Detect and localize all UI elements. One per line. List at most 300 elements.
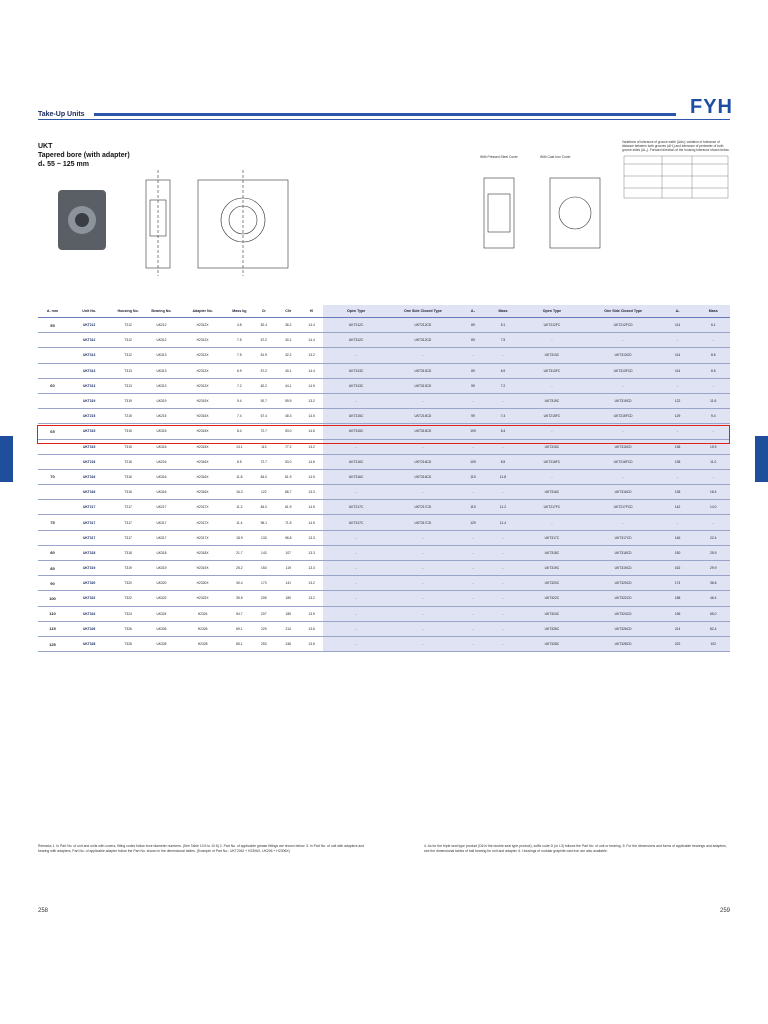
table-cell-ci-closed: - bbox=[588, 469, 659, 484]
table-cell-ci-open: - bbox=[516, 378, 587, 393]
table-row bbox=[38, 515, 730, 530]
table-cell-ci-open: UKT313C bbox=[516, 348, 587, 363]
table-cell-unit: UKT326 bbox=[67, 621, 112, 636]
table-cell-ps-mass: 6.9 bbox=[490, 363, 517, 378]
table-cell-bearing: UK313 bbox=[145, 378, 178, 393]
table-cell-ps-a: - bbox=[456, 439, 489, 454]
table-cell-f0: 13.2 bbox=[301, 348, 323, 363]
table-cell-housing: T312 bbox=[111, 333, 144, 348]
table-cell-housing: T326 bbox=[111, 621, 144, 636]
table-row bbox=[38, 393, 730, 408]
table-cell-bearing: UK319 bbox=[145, 393, 178, 408]
table-cell-c0r: 96.8 bbox=[276, 530, 300, 545]
col-adapter: Adapter No. bbox=[178, 305, 227, 318]
table-cell-cr: 173 bbox=[252, 576, 276, 591]
table-cell-ci-a: 129 bbox=[659, 409, 697, 424]
table-cell-ci-mass: 29.9 bbox=[697, 561, 730, 576]
table-cell-shaft bbox=[38, 485, 67, 500]
table-cell-ci-a: 162 bbox=[659, 561, 697, 576]
table-cell-mass: 8.5 bbox=[227, 454, 251, 469]
table-cell-ci-a: 150 bbox=[659, 545, 697, 560]
table-cell-mass: 7.2 bbox=[227, 378, 251, 393]
table-cell-ci-closed: UKT212FCD bbox=[588, 318, 659, 333]
table-cell-ci-closed: UKT217FCD bbox=[588, 500, 659, 515]
table-cell-housing: T328 bbox=[111, 636, 144, 651]
col-mass: Mass kg bbox=[227, 305, 251, 318]
table-cell-housing: T316 bbox=[111, 485, 144, 500]
col-shaft: d₁ mm bbox=[38, 305, 67, 318]
table-cell-ci-a: - bbox=[659, 378, 697, 393]
table-cell-bearing: UK317 bbox=[145, 515, 178, 530]
table-cell-ci-a: 142 bbox=[659, 500, 697, 515]
table-cell-mass: 30.4 bbox=[227, 576, 251, 591]
table-cell-shaft bbox=[38, 500, 67, 515]
table-cell-unit: UKT316 bbox=[67, 469, 112, 484]
table-cell-f0: 14.5 bbox=[301, 515, 323, 530]
table-cell-ci-mass: 6.1 bbox=[697, 318, 730, 333]
table-cell-cr: 62.2 bbox=[252, 378, 276, 393]
left-index-tab bbox=[0, 436, 13, 482]
table-cell-adapter: H2328 bbox=[178, 636, 227, 651]
table-cell-shaft: 125 bbox=[38, 636, 67, 651]
table-cell-ps-open: UKT313C bbox=[323, 378, 390, 393]
table-cell-ci-a: 114 bbox=[659, 363, 697, 378]
table-cell-adapter: H2316X bbox=[178, 454, 227, 469]
table-cell-housing: T315 bbox=[111, 424, 144, 439]
table-cell-c0r: 48.3 bbox=[276, 409, 300, 424]
table-cell-bearing: UK316 bbox=[145, 485, 178, 500]
table-cell-adapter: H2322X bbox=[178, 591, 227, 606]
table-cell-cr: 72.7 bbox=[252, 454, 276, 469]
table-cell-f0: 13.3 bbox=[301, 545, 323, 560]
table-cell-ci-mass: - bbox=[697, 424, 730, 439]
table-cell-ci-mass: 46.4 bbox=[697, 591, 730, 606]
table-cell-unit: UKT215 bbox=[67, 409, 112, 424]
table-cell-c0r: 53.0 bbox=[276, 454, 300, 469]
table-cell-housing: T316 bbox=[111, 469, 144, 484]
table-cell-adapter: H2317X bbox=[178, 515, 227, 530]
table-cell-housing: T313 bbox=[111, 378, 144, 393]
tolerance-table-graphic bbox=[622, 152, 730, 212]
table-cell-cr: 57.2 bbox=[252, 333, 276, 348]
table-cell-ps-open: - bbox=[323, 591, 390, 606]
table-cell-mass: 69.1 bbox=[227, 621, 251, 636]
table-cell-ps-open: - bbox=[323, 621, 390, 636]
table-cell-shaft bbox=[38, 363, 67, 378]
table-cell-f0: 13.2 bbox=[301, 393, 323, 408]
table-cell-mass: 21.7 bbox=[227, 545, 251, 560]
table-cell-ps-closed: UKT313CD bbox=[390, 363, 457, 378]
table-cell-bearing: UK322 bbox=[145, 591, 178, 606]
table-cell-housing: T313 bbox=[111, 363, 144, 378]
table-cell-adapter: H2313X bbox=[178, 348, 227, 363]
table-cell-ps-mass: - bbox=[490, 561, 517, 576]
table-cell-f0: 14.5 bbox=[301, 409, 323, 424]
table-cell-f0: 14.5 bbox=[301, 500, 323, 515]
table-row bbox=[38, 378, 730, 393]
table-cell-c0r: 77.2 bbox=[276, 439, 300, 454]
table-cell-adapter: H2315X bbox=[178, 424, 227, 439]
table-cell-unit: UKT313 bbox=[67, 378, 112, 393]
table-row bbox=[38, 409, 730, 424]
brand-logo: FYH bbox=[690, 96, 733, 118]
table-cell-ps-open: UKT316C bbox=[323, 469, 390, 484]
tolerance-note-text: Variations of tolerance of groove width (ΔAs); variation of tolerance of distance between both grooves (ΔH₁) and tolerance of perimeter of both groove sides (ΔL₁). Forward direction of the housing tolerance shown below. bbox=[622, 140, 730, 152]
table-cell-ps-closed: - bbox=[390, 439, 457, 454]
table-cell-ci-open: UKT216FC bbox=[516, 454, 587, 469]
table-cell-cr: 229 bbox=[252, 621, 276, 636]
table-cell-ci-mass: 102 bbox=[697, 636, 730, 651]
table-cell-mass: 16.3 bbox=[227, 485, 251, 500]
table-cell-adapter: H2324 bbox=[178, 606, 227, 621]
table-cell-f0: 13.6 bbox=[301, 621, 323, 636]
table-cell-shaft bbox=[38, 348, 67, 363]
table-cell-ci-mass: - bbox=[697, 469, 730, 484]
table-cell-f0: 14.5 bbox=[301, 378, 323, 393]
table-cell-c0r: 40.1 bbox=[276, 363, 300, 378]
right-index-tab bbox=[755, 436, 768, 482]
table-cell-ps-closed: UKT312CD bbox=[390, 333, 457, 348]
table-cell-f0: 13.2 bbox=[301, 576, 323, 591]
table-cell-ci-a: - bbox=[659, 515, 697, 530]
table-cell-c0r: 71.5 bbox=[276, 515, 300, 530]
table-cell-ps-open: - bbox=[323, 606, 390, 621]
table-cell-ps-open: UKT216C bbox=[323, 454, 390, 469]
table-cell-ps-mass: - bbox=[490, 606, 517, 621]
table-cell-adapter: H2318X bbox=[178, 545, 227, 560]
section-title: Take-Up Units bbox=[38, 111, 85, 118]
col-bearing: Bearing No. bbox=[145, 305, 178, 318]
table-cell-ci-mass: - bbox=[697, 378, 730, 393]
table-cell-adapter: H2319X bbox=[178, 561, 227, 576]
table-cell-bearing: UK317 bbox=[145, 530, 178, 545]
table-cell-ps-closed: - bbox=[390, 561, 457, 576]
table-cell-ps-closed: - bbox=[390, 636, 457, 651]
table-cell-ps-mass: - bbox=[490, 591, 517, 606]
table-cell-ps-closed: UKT316CD bbox=[390, 469, 457, 484]
table-cell-ps-closed: UKT317CD bbox=[390, 515, 457, 530]
table-cell-shaft: 115 bbox=[38, 621, 67, 636]
table-cell-ci-closed: UKT324CD bbox=[588, 606, 659, 621]
table-cell-ci-closed: UKT319CD bbox=[588, 561, 659, 576]
table-row bbox=[38, 621, 730, 636]
table-cell-ps-a: - bbox=[456, 636, 489, 651]
table-cell-c0r: 246 bbox=[276, 636, 300, 651]
col-cr: Cr bbox=[252, 305, 276, 318]
table-cell-ci-open: UKT315C bbox=[516, 439, 587, 454]
table-cell-housing: T217 bbox=[111, 500, 144, 515]
table-cell-ps-closed: - bbox=[390, 606, 457, 621]
table-cell-ps-closed: - bbox=[390, 576, 457, 591]
table-cell-shaft: 100 bbox=[38, 591, 67, 606]
table-cell-mass: 85.1 bbox=[227, 636, 251, 651]
table-cell-ci-closed: UKT316CD bbox=[588, 485, 659, 500]
table-cell-ps-a: - bbox=[456, 485, 489, 500]
unit-photo bbox=[58, 190, 106, 250]
table-cell-bearing: UK217 bbox=[145, 500, 178, 515]
table-cell-adapter: H2326 bbox=[178, 621, 227, 636]
series-code: UKT bbox=[38, 143, 53, 150]
table-cell-housing: T319 bbox=[111, 393, 144, 408]
table-cell-adapter: H2312X bbox=[178, 318, 227, 333]
table-cell-ci-open: UKT212FC bbox=[516, 318, 587, 333]
table-cell-bearing: UK324 bbox=[145, 606, 178, 621]
col-ps-mass: Mass bbox=[490, 305, 517, 318]
table-cell-f0: 13.6 bbox=[301, 636, 323, 651]
table-cell-mass: 8.4 bbox=[227, 424, 251, 439]
table-cell-ci-open: - bbox=[516, 424, 587, 439]
table-cell-ps-a: - bbox=[456, 591, 489, 606]
remarks-left: Remarks 1. In Part No. of unit and units with covers, fitting codes follow bore diameter numbers. (See Table 10.5 to 10.6) 2. Part No. of applicable grease fittings are shown below. 3. In Part No. of unit with adapters and bearing with adapters, Part No. of applicable adapter follow the Part No. shown in the dimensional tables. (Example of Part No.: UKT206J + H2306X, UK206 + H2306X) bbox=[38, 844, 364, 853]
table-cell-ci-open: - bbox=[516, 515, 587, 530]
table-cell-cr: 143 bbox=[252, 545, 276, 560]
table-cell-ci-a: 114 bbox=[659, 348, 697, 363]
table-cell-cr: 84.0 bbox=[252, 500, 276, 515]
table-cell-ps-mass: - bbox=[490, 576, 517, 591]
table-cell-ci-mass: 22.4 bbox=[697, 530, 730, 545]
table-cell-c0r: 32.2 bbox=[276, 348, 300, 363]
cast-cover-label: With Cast Iron Cover bbox=[540, 155, 571, 159]
col-ci-a: A₁ bbox=[659, 305, 697, 318]
table-cell-housing: T324 bbox=[111, 606, 144, 621]
table-cell-f0: 13.3 bbox=[301, 485, 323, 500]
table-row bbox=[38, 636, 730, 651]
table-cell-ps-a: - bbox=[456, 393, 489, 408]
table-cell-housing: T318 bbox=[111, 545, 144, 560]
table-cell-ci-closed: UKT328CD bbox=[588, 636, 659, 651]
table-cell-ps-open: - bbox=[323, 485, 390, 500]
table-cell-c0r: 59.9 bbox=[276, 393, 300, 408]
table-cell-housing: T315 bbox=[111, 439, 144, 454]
table-cell-housing: T320 bbox=[111, 576, 144, 591]
table-cell-shaft: 70 bbox=[38, 469, 67, 484]
table-cell-shaft: 110 bbox=[38, 606, 67, 621]
table-cell-ci-mass: 11.0 bbox=[697, 454, 730, 469]
table-cell-shaft bbox=[38, 333, 67, 348]
table-cell-mass: 25.2 bbox=[227, 561, 251, 576]
pressed-cover-label: With Pressed Steel Cover bbox=[480, 155, 518, 159]
table-cell-ps-closed: UKT217CD bbox=[390, 500, 457, 515]
table-cell-ci-closed: UKT322CD bbox=[588, 591, 659, 606]
table-cell-cr: 205 bbox=[252, 591, 276, 606]
table-cell-f0: 14.6 bbox=[301, 424, 323, 439]
table-cell-cr: 122 bbox=[252, 485, 276, 500]
table-cell-ps-mass: 11.4 bbox=[490, 515, 517, 530]
table-cell-unit: UKT212 bbox=[67, 318, 112, 333]
table-cell-bearing: UK313 bbox=[145, 363, 178, 378]
table-cell-adapter: H2312X bbox=[178, 333, 227, 348]
table-cell-ps-closed: - bbox=[390, 621, 457, 636]
col-c0r: C0r bbox=[276, 305, 300, 318]
dimension-table bbox=[38, 305, 730, 842]
table-cell-cr: 253 bbox=[252, 636, 276, 651]
table-cell-ps-a: - bbox=[456, 348, 489, 363]
table-cell-ps-a: 89 bbox=[456, 318, 489, 333]
table-cell-ps-open: UKT312C bbox=[323, 333, 390, 348]
table-cell-ci-closed: UKT320CD bbox=[588, 576, 659, 591]
table-cell-adapter: H2317X bbox=[178, 530, 227, 545]
table-cell-c0r: 61.9 bbox=[276, 469, 300, 484]
table-cell-ps-mass: 7.4 bbox=[490, 409, 517, 424]
table-cell-ps-a: 89 bbox=[456, 363, 489, 378]
table-cell-ps-open: - bbox=[323, 576, 390, 591]
table-cell-ps-a: - bbox=[456, 606, 489, 621]
table-cell-f0: 14.6 bbox=[301, 454, 323, 469]
table-cell-mass: 7.5 bbox=[227, 348, 251, 363]
table-cell-ci-open: UKT215FC bbox=[516, 409, 587, 424]
table-cell-cr: 57.2 bbox=[252, 363, 276, 378]
table-cell-ps-open: - bbox=[323, 348, 390, 363]
table-cell-ps-closed: - bbox=[390, 485, 457, 500]
table-cell-ps-closed: - bbox=[390, 393, 457, 408]
table-cell-f0: 14.4 bbox=[301, 333, 323, 348]
page-number-left: 258 bbox=[38, 908, 49, 914]
table-cell-c0r: 86.7 bbox=[276, 485, 300, 500]
table-cell-bearing: UK316 bbox=[145, 469, 178, 484]
table-cell-bearing: UK319 bbox=[145, 561, 178, 576]
table-cell-bearing: UK315 bbox=[145, 424, 178, 439]
table-cell-ps-a: 119 bbox=[456, 469, 489, 484]
table-cell-ps-a: 99 bbox=[456, 378, 489, 393]
table-cell-shaft bbox=[38, 530, 67, 545]
table-cell-ps-open: UKT215C bbox=[323, 409, 390, 424]
header-rule-thin bbox=[38, 119, 730, 120]
table-cell-cr: 153 bbox=[252, 561, 276, 576]
table-cell-shaft: 60 bbox=[38, 378, 67, 393]
table-cell-cr: 72.7 bbox=[252, 424, 276, 439]
table-cell-unit: UKT317 bbox=[67, 530, 112, 545]
table-cell-f0: 14.5 bbox=[301, 469, 323, 484]
tolerance-note bbox=[622, 140, 730, 270]
table-cell-shaft: 55 bbox=[38, 318, 67, 333]
table-cell-c0r: 180 bbox=[276, 591, 300, 606]
table-row bbox=[38, 530, 730, 545]
table-cell-ci-closed: - bbox=[588, 424, 659, 439]
table-cell-ps-closed: - bbox=[390, 545, 457, 560]
table-cell-unit: UKT319 bbox=[67, 561, 112, 576]
table-cell-adapter: H2313X bbox=[178, 378, 227, 393]
table-cell-ci-a: - bbox=[659, 424, 697, 439]
table-cell-ci-closed: UKT216FCD bbox=[588, 454, 659, 469]
table-cell-c0r: 40.1 bbox=[276, 333, 300, 348]
table-cell-ps-closed: UKT216CD bbox=[390, 454, 457, 469]
table-cell-mass: 13.1 bbox=[227, 439, 251, 454]
table-cell-mass: 9.4 bbox=[227, 393, 251, 408]
table-cell-c0r: 141 bbox=[276, 576, 300, 591]
table-cell-adapter: H2315X bbox=[178, 439, 227, 454]
table-cell-ps-mass: - bbox=[490, 621, 517, 636]
table-cell-ci-open: UKT326C bbox=[516, 621, 587, 636]
table-cell-ps-a: 99 bbox=[456, 409, 489, 424]
table-cell-ci-a: - bbox=[659, 333, 697, 348]
table-cell-unit: UKT216 bbox=[67, 454, 112, 469]
table-cell-unit: UKT316 bbox=[67, 485, 112, 500]
table-cell-housing: T319 bbox=[111, 561, 144, 576]
table-cell-bearing: UK326 bbox=[145, 621, 178, 636]
table-cell-bearing: UK320 bbox=[145, 576, 178, 591]
table-cell-housing: T317 bbox=[111, 515, 144, 530]
table-cell-ps-open: UKT217C bbox=[323, 500, 390, 515]
table-row bbox=[38, 318, 730, 333]
table-row bbox=[38, 545, 730, 560]
table-cell-housing: T216 bbox=[111, 454, 144, 469]
table-cell-ci-closed: - bbox=[588, 333, 659, 348]
table-cell-ci-closed: UKT318CD bbox=[588, 545, 659, 560]
table-cell-shaft: 90 bbox=[38, 576, 67, 591]
table-cell-ps-open: UKT212C bbox=[323, 318, 390, 333]
table-cell-ps-mass: 8.5 bbox=[490, 454, 517, 469]
table-cell-ci-mass: 8.5 bbox=[697, 363, 730, 378]
table-cell-ci-open: UKT316C bbox=[516, 485, 587, 500]
table-cell-unit: UKT315 bbox=[67, 439, 112, 454]
table-cell-cr: 96.1 bbox=[252, 515, 276, 530]
table-cell-shaft: 80 bbox=[38, 545, 67, 560]
unit-drawing bbox=[58, 160, 298, 282]
table-cell-ci-closed: UKT313CD bbox=[588, 348, 659, 363]
table-cell-ci-open: UKT313FC bbox=[516, 363, 587, 378]
table-row bbox=[38, 500, 730, 515]
table-cell-mass: 6.9 bbox=[227, 363, 251, 378]
table-cell-adapter: H2313X bbox=[178, 363, 227, 378]
table-row bbox=[38, 591, 730, 606]
table-cell-ci-closed: - bbox=[588, 515, 659, 530]
table-cell-ci-closed: UKT319CD bbox=[588, 393, 659, 408]
table-row bbox=[38, 485, 730, 500]
table-cell-ci-mass: 82.4 bbox=[697, 621, 730, 636]
table-cell-unit: UKT217 bbox=[67, 500, 112, 515]
cover-drawings bbox=[474, 160, 614, 268]
table-cell-mass: 39.5 bbox=[227, 591, 251, 606]
table-cell-unit: UKT313 bbox=[67, 348, 112, 363]
table-cell-ci-mass: - bbox=[697, 333, 730, 348]
table-cell-ci-a: 122 bbox=[659, 393, 697, 408]
col-ps-open: Open Type bbox=[323, 305, 390, 318]
side-view bbox=[146, 170, 170, 276]
table-cell-cr: 133 bbox=[252, 530, 276, 545]
col-ps-a: A₁ bbox=[456, 305, 489, 318]
table-cell-ci-mass: 14.0 bbox=[697, 500, 730, 515]
table-cell-housing: T312 bbox=[111, 348, 144, 363]
table-cell-ci-a: 214 bbox=[659, 621, 697, 636]
table-cell-mass: 7.5 bbox=[227, 333, 251, 348]
col-unit: Unit No. bbox=[67, 305, 112, 318]
table-cell-ci-mass: - bbox=[697, 515, 730, 530]
table-row bbox=[38, 561, 730, 576]
table-cell-shaft: 85 bbox=[38, 561, 67, 576]
table-cell-c0r: 61.9 bbox=[276, 500, 300, 515]
table-cell-f0: 13.2 bbox=[301, 439, 323, 454]
table-cell-unit: UKT328 bbox=[67, 636, 112, 651]
table-cell-ci-open: UKT322C bbox=[516, 591, 587, 606]
table-cell-ps-open: UKT315C bbox=[323, 424, 390, 439]
table-cell-housing: T215 bbox=[111, 409, 144, 424]
table-cell-ps-mass: 11.8 bbox=[490, 469, 517, 484]
table-cell-mass: 7.4 bbox=[227, 409, 251, 424]
table-cell-c0r: 107 bbox=[276, 545, 300, 560]
table-cell-ci-open: UKT320C bbox=[516, 576, 587, 591]
table-cell-ps-mass: 7.2 bbox=[490, 378, 517, 393]
header-rule bbox=[94, 113, 676, 116]
table-cell-ps-open: - bbox=[323, 545, 390, 560]
table-cell-ci-open: UKT319C bbox=[516, 393, 587, 408]
page-number-right: 259 bbox=[720, 908, 731, 914]
table-cell-ps-closed: - bbox=[390, 530, 457, 545]
table-cell-ps-mass: - bbox=[490, 485, 517, 500]
table-cell-ci-closed: UKT317CD bbox=[588, 530, 659, 545]
table-cell-ci-open: - bbox=[516, 469, 587, 484]
table-row bbox=[38, 348, 730, 363]
table-cell-mass: 18.9 bbox=[227, 530, 251, 545]
